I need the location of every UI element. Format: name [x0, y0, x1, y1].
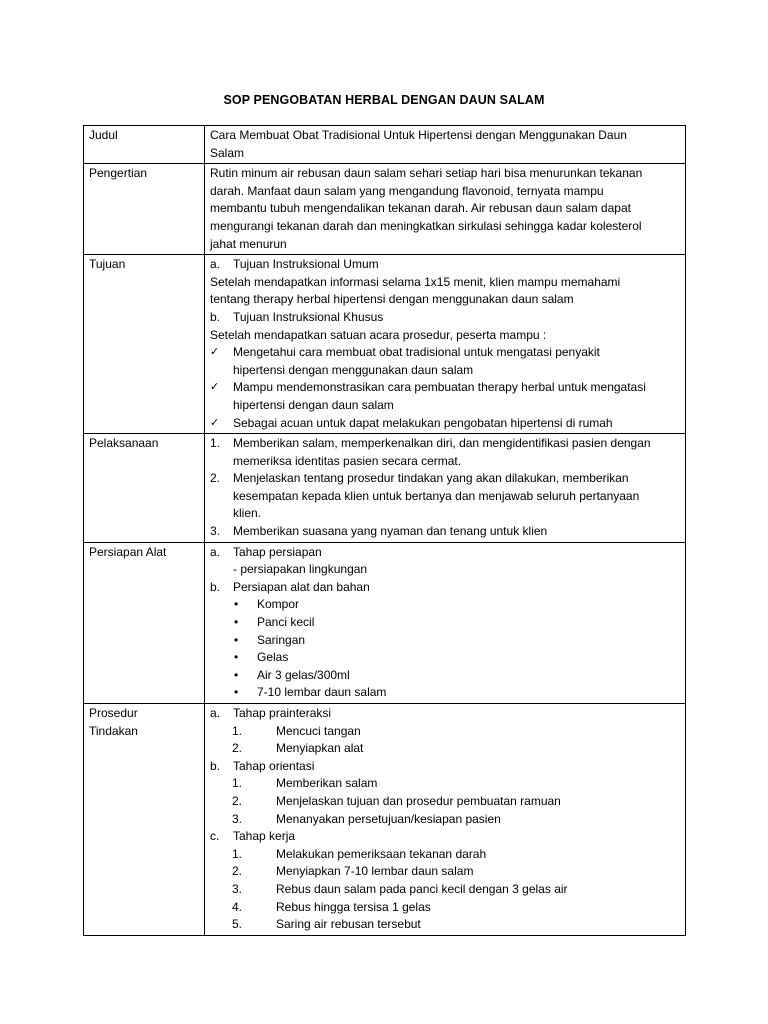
checklist-item — [210, 344, 680, 362]
list-number: 1. — [232, 723, 243, 738]
content-persiapan-alat — [205, 542, 686, 703]
text-line: jahat menurun — [210, 236, 287, 251]
table-row-judul — [84, 126, 686, 164]
bullet-text: Air 3 gelas/300ml — [257, 667, 350, 682]
list-text: Memberikan salam — [276, 776, 378, 791]
list-item — [210, 793, 680, 811]
list-item — [210, 523, 680, 541]
text-line: Setelah mendapatkan informasi selama 1x15 menit, klien mampu memahami — [210, 274, 621, 289]
bullet-item — [210, 596, 680, 614]
list-marker: a. — [210, 706, 221, 720]
label-judul: Judul — [84, 126, 205, 164]
label-pelaksanaan: Pelaksanaan — [84, 434, 205, 543]
bullet-icon: • — [234, 615, 239, 630]
bullet-text: 7-10 lembar daun salam — [257, 685, 387, 700]
list-item — [210, 899, 680, 917]
list-text: Mencuci tangan — [276, 723, 361, 738]
bullet-item — [210, 667, 680, 685]
list-text: Memberikan suasana yang nyaman dan tenang untuk klien — [233, 524, 548, 539]
checklist-text: Mampu mendemonstrasikan cara pembuatan therapy herbal untuk mengatasi — [233, 380, 646, 395]
list-item — [210, 723, 680, 741]
sop-table — [83, 125, 686, 936]
checklist-text: Mengetahui cara membuat obat tradisional untuk mengatasi penyakit — [233, 345, 600, 360]
table-row-pelaksanaan — [84, 434, 686, 543]
checklist-text: Sebagai acuan untuk dapat melakukan pengobatan hipertensi di rumah — [233, 415, 613, 430]
text-line: membantu tubuh mengendalikan tekanan darah. Air rebusan daun salam dapat — [210, 201, 631, 216]
list-item — [210, 846, 680, 864]
list-marker: c. — [210, 829, 220, 844]
subheading: Tahap orientasi — [233, 758, 315, 773]
list-number: 3. — [232, 811, 243, 826]
list-item — [210, 435, 680, 453]
bullet-text: Gelas — [257, 650, 289, 665]
content-pengertian — [205, 164, 686, 255]
stage-heading — [210, 705, 680, 723]
text-line: Rutin minum air rebusan daun salam sehari setiap hari bisa menurunkan tekanan — [210, 166, 643, 181]
list-marker: b. — [210, 309, 221, 324]
stage-heading — [210, 828, 680, 846]
checklist-item — [210, 379, 680, 397]
text-line: Cara Membuat Obat Tradisional Untuk Hipertensi dengan Menggunakan Daun — [210, 128, 627, 142]
list-item — [210, 881, 680, 899]
page-title: SOP PENGOBATAN HERBAL DENGAN DAUN SALAM — [223, 93, 545, 107]
list-number: 5. — [232, 917, 243, 932]
content-prosedur-tindakan — [205, 704, 686, 936]
checklist-text: hipertensi dengan menggunakan daun salam — [233, 362, 474, 377]
list-text: Menjelaskan tentang prosedur tindakan yang akan dilakukan, memberikan — [233, 471, 629, 486]
list-text: Rebus hingga tersisa 1 gelas — [276, 899, 431, 914]
checkmark-icon: ✓ — [210, 346, 220, 359]
text-line: Salam — [210, 145, 245, 160]
text-line: darah. Manfaat daun salam yang mengandung flavonoid, ternyata mampu — [210, 183, 604, 198]
bullet-icon: • — [234, 685, 239, 700]
bullet-item — [210, 632, 680, 650]
list-number: 2. — [232, 793, 243, 808]
table-row-prosedur-tindakan — [84, 704, 686, 936]
bullet-text: Saringan — [257, 632, 306, 647]
subheading: Tahap kerja — [233, 829, 296, 844]
list-number: 1. — [210, 436, 221, 451]
list-number: 2. — [232, 741, 243, 756]
content-tujuan — [205, 255, 686, 434]
list-text: Menyiapkan 7-10 lembar daun salam — [276, 864, 474, 879]
list-item — [210, 309, 680, 327]
stage-heading — [210, 758, 680, 776]
list-marker: b. — [210, 758, 221, 773]
list-text: kesempatan kepada klien untuk bertanya dan menjawab seluruh pertanyaan — [233, 488, 640, 503]
label-line: Tindakan — [89, 723, 138, 738]
list-marker: a. — [210, 544, 221, 559]
list-item — [210, 916, 680, 934]
list-number: 3. — [210, 524, 221, 539]
label-prosedur-tindakan — [84, 704, 205, 936]
checkmark-icon: ✓ — [210, 381, 220, 394]
list-item — [210, 544, 680, 562]
bullet-icon: • — [234, 650, 239, 665]
list-number: 1. — [232, 776, 243, 791]
list-number: 2. — [210, 471, 221, 486]
subheading: Tahap persiapan — [233, 544, 322, 559]
list-item — [210, 256, 680, 274]
subheading: Tahap prainteraksi — [233, 706, 332, 720]
label-line: Prosedur — [89, 706, 138, 720]
checklist-text: hipertensi dengan daun salam — [233, 397, 394, 412]
label-pengertian: Pengertian — [84, 164, 205, 255]
label-tujuan: Tujuan — [84, 255, 205, 434]
subheading: Tujuan Instruksional Khusus — [233, 309, 384, 324]
list-marker: a. — [210, 257, 221, 272]
list-number: 1. — [232, 846, 243, 861]
list-number: 4. — [232, 899, 243, 914]
bullet-item — [210, 614, 680, 632]
list-item — [210, 811, 680, 829]
list-text: klien. — [233, 506, 262, 521]
checkmark-icon: ✓ — [210, 416, 220, 429]
list-item — [210, 579, 680, 597]
bullet-icon: • — [234, 597, 239, 612]
subheading: Tujuan Instruksional Umum — [233, 257, 379, 272]
bullet-icon: • — [234, 632, 239, 647]
list-text: Melakukan pemeriksaan tekanan darah — [276, 846, 487, 861]
list-text: Menanyakan persetujuan/kesiapan pasien — [276, 811, 501, 826]
content-judul — [205, 126, 686, 164]
list-text: Rebus daun salam pada panci kecil dengan 3 gelas air — [276, 881, 568, 896]
subheading: Persiapan alat dan bahan — [233, 579, 370, 594]
bullet-text: Panci kecil — [257, 615, 315, 630]
list-text: memeriksa identitas pasien secara cermat. — [233, 453, 462, 468]
text-line: tentang therapy herbal hipertensi dengan menggunakan daun salam — [210, 292, 574, 307]
table-row-persiapan-alat — [84, 542, 686, 703]
list-text: Memberikan salam, memperkenalkan diri, dan mengidentifikasi pasien dengan — [233, 436, 651, 451]
list-item — [210, 775, 680, 793]
content-pelaksanaan — [205, 434, 686, 543]
text-line: mengurangi tekanan darah dan meningkatkan sirkulasi sehingga kadar kolesterol — [210, 218, 642, 233]
list-item — [210, 863, 680, 881]
text-line: Setelah mendapatkan satuan acara prosedur, peserta mampu : — [210, 327, 547, 342]
checklist-item — [210, 415, 680, 433]
label-persiapan-alat: Persiapan Alat — [84, 542, 205, 703]
list-marker: b. — [210, 579, 221, 594]
list-text: - persiapakan lingkungan — [233, 562, 368, 577]
list-item — [210, 470, 680, 488]
list-item — [210, 740, 680, 758]
list-text: Menyiapkan alat — [276, 741, 364, 756]
bullet-text: Kompor — [257, 597, 300, 612]
list-number: 3. — [232, 881, 243, 896]
table-row-tujuan — [84, 255, 686, 434]
bullet-item — [210, 649, 680, 667]
bullet-icon: • — [234, 667, 239, 682]
table-row-pengertian — [84, 164, 686, 255]
list-text: Menjelaskan tujuan dan prosedur pembuatan ramuan — [276, 793, 561, 808]
list-number: 2. — [232, 864, 243, 879]
bullet-item — [210, 684, 680, 702]
list-text: Saring air rebusan tersebut — [276, 917, 421, 932]
